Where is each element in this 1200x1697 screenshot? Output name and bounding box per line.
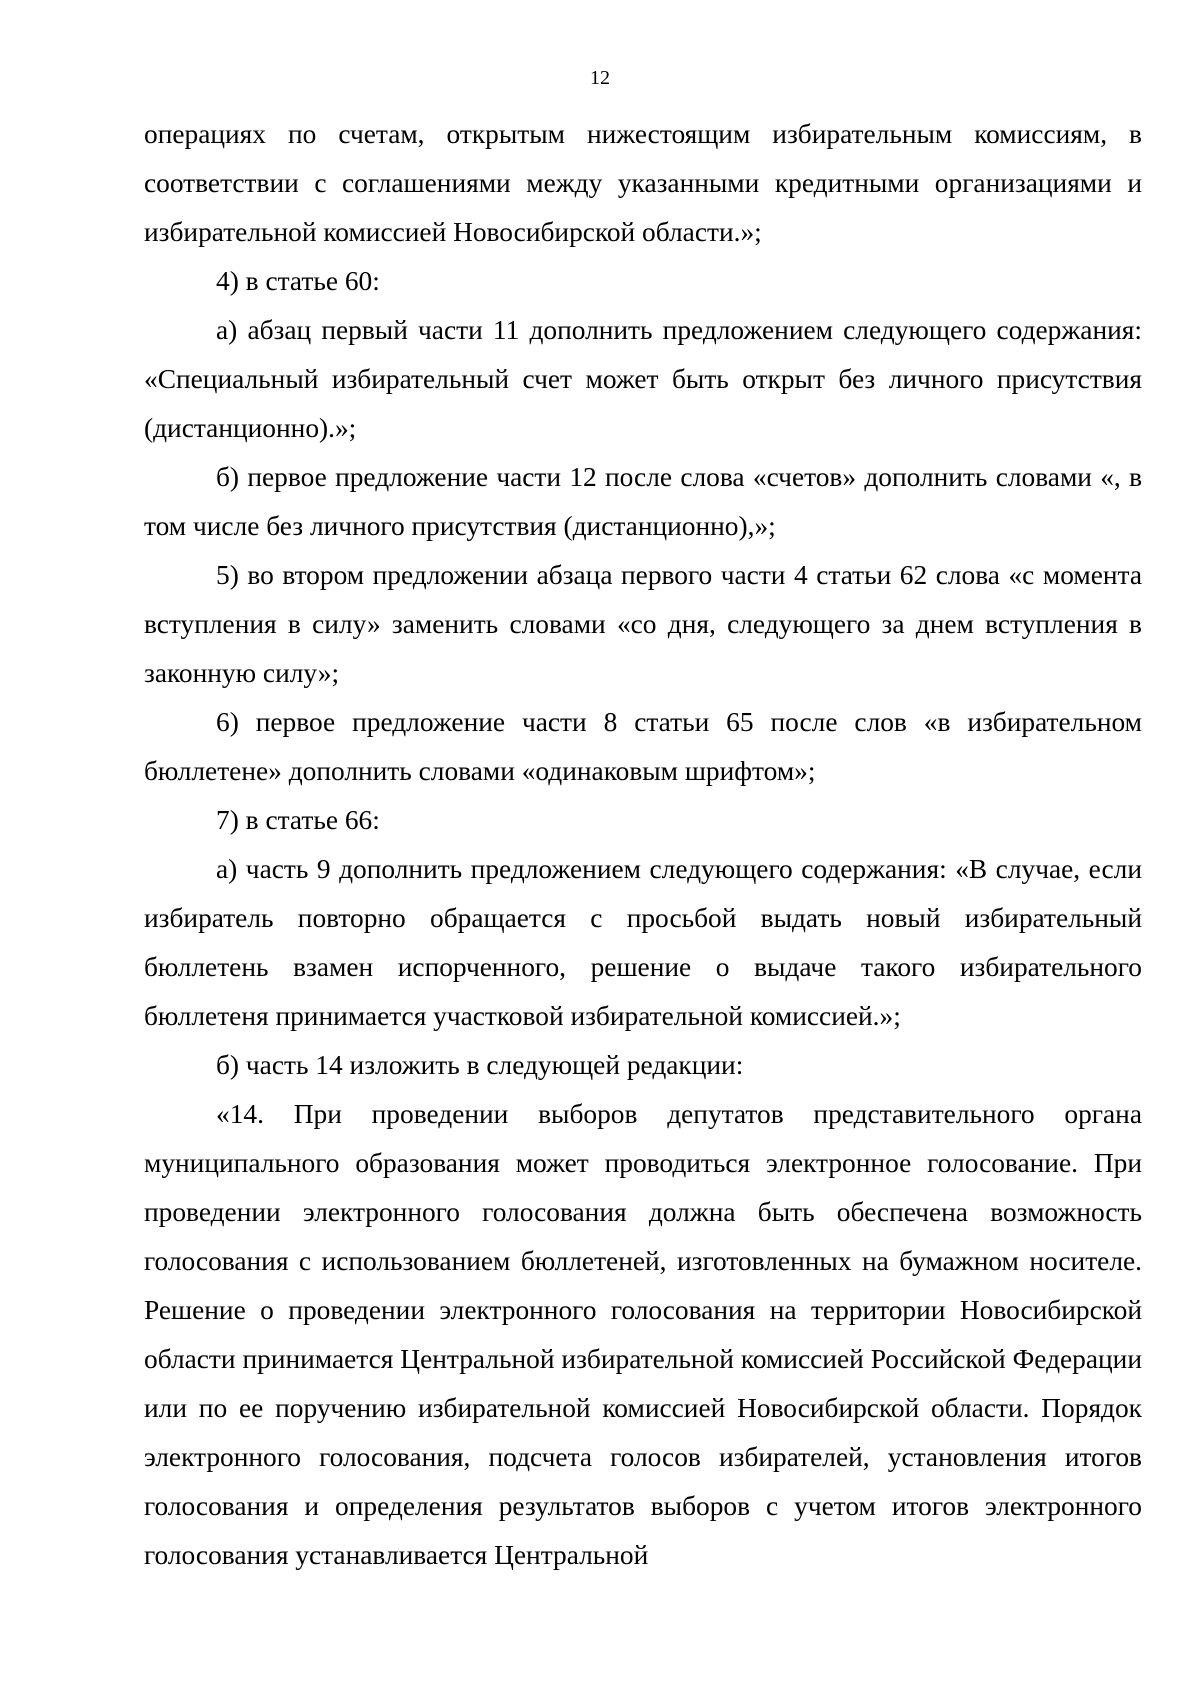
paragraph-item-5: 5) во втором предложении абзаца первого части 4 статьи 62 слова «с момента вступления в силу» заменить словами «со дня, следующего за днем вступления в законную силу»; (144, 560, 1142, 688)
paragraph-continuation: операциях по счетам, открытым нижестоящим избирательным комиссиям, в соответствии с соглашениями между указанными кредитными организациями и избирательной комиссией Новосибирской области.»; (144, 119, 1142, 247)
paragraph-item-6: 6) первое предложение части 8 статьи 65 после слов «в избирательном бюллетене» дополнить словами «одинаковым шрифтом»; (144, 707, 1142, 786)
paragraph-item-4: 4) в статье 60: (216, 266, 380, 296)
document-body (144, 110, 1142, 1580)
paragraph-quoted-part-14: «14. При проведении выборов депутатов представительного органа муниципального образования может проводиться электронное голосование. При проведении электронного голосования должна быть обеспечена возможность голосования с использованием бюллетеней, изготовленных на бумажном носителе. Решение о проведении электронного голосования на территории Новосибирской области принимается Центральной избирательной комиссией Российской Федерации или по ее поручению избирательной комиссией Новосибирской области. Порядок электронного голосования, подсчета голосов избирателей, установления итогов голосования и определения результатов выборов с учетом итогов электронного голосования устанавливается Центральной (144, 1099, 1142, 1570)
paragraph-item-7b: б) часть 14 изложить в следующей редакции: (216, 1050, 744, 1080)
page-number: 12 (590, 67, 610, 89)
paragraph-item-4a: а) абзац первый части 11 дополнить предложением следующего содержания: «Специальный избирательный счет может быть открыт без личного присутствия (дистанционно).»; (144, 315, 1142, 443)
paragraph-item-4b: б) первое предложение части 12 после слова «счетов» дополнить словами «, в том числе без личного присутствия (дистанционно),»; (144, 462, 1142, 541)
paragraph-item-7a: а) часть 9 дополнить предложением следующего содержания: «В случае, если избиратель повторно обращается с просьбой выдать новый избирательный бюллетень взамен испорченного, решение о выдаче такого избирательного бюллетеня принимается участковой избирательной комиссией.»; (144, 854, 1142, 1031)
paragraph-item-7: 7) в статье 66: (216, 805, 380, 835)
